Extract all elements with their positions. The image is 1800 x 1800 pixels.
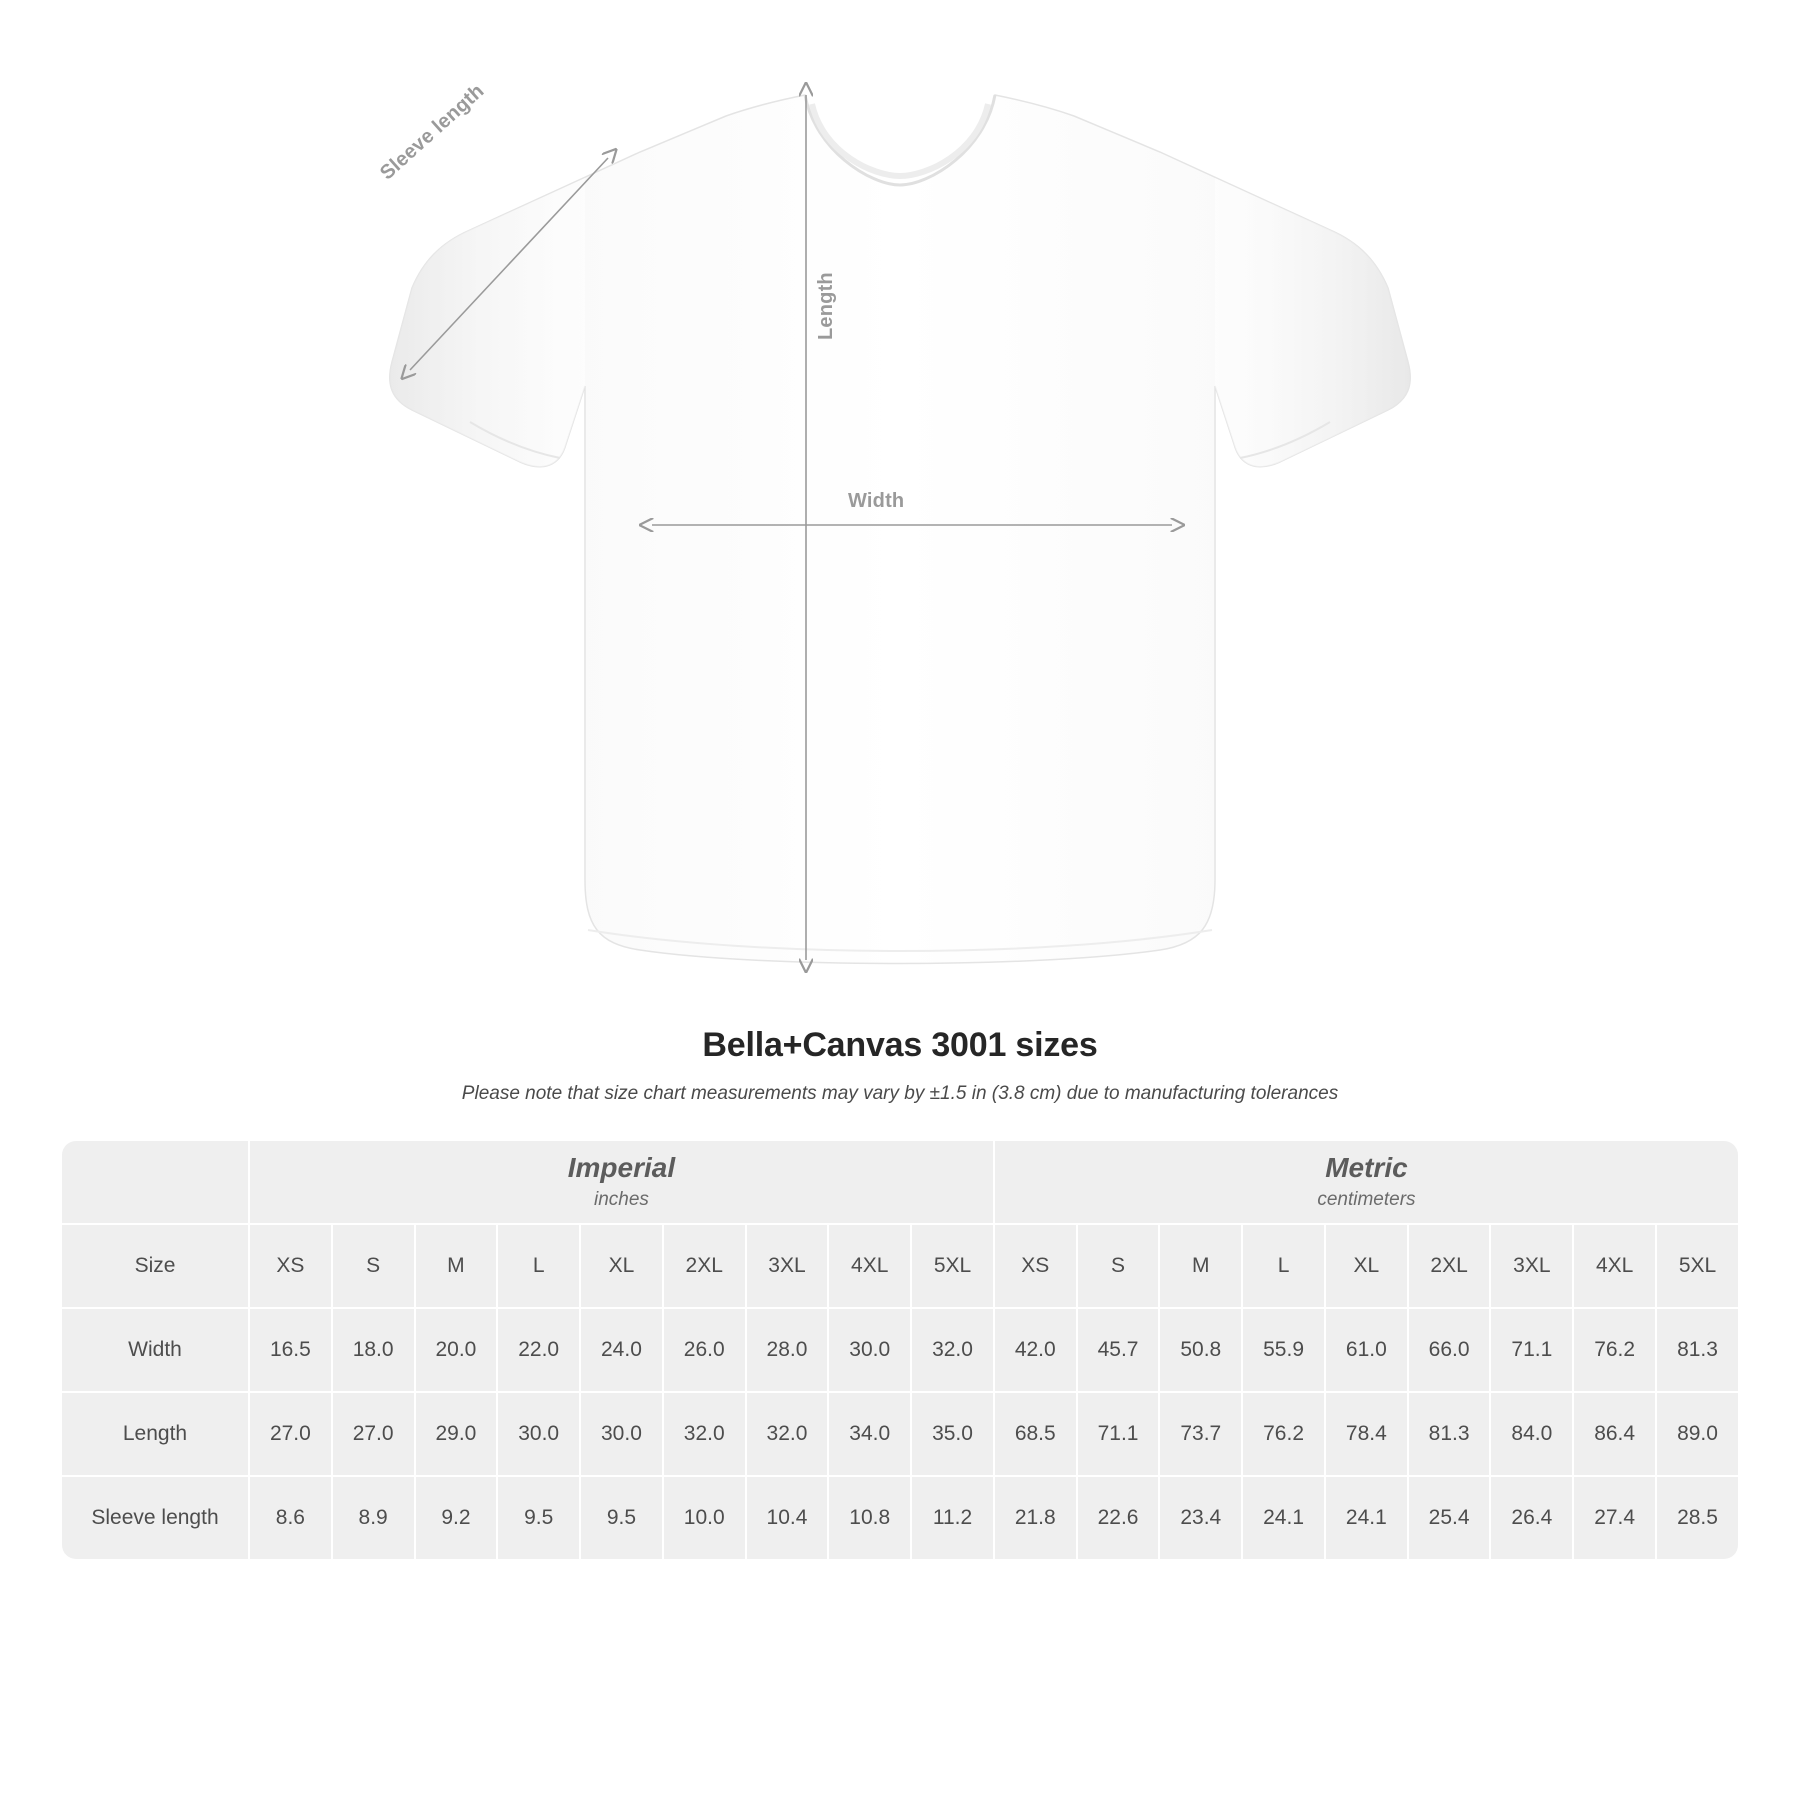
cell-sleeve-length: 27.4 (1574, 1477, 1655, 1559)
size-header-cell: M (1160, 1225, 1241, 1307)
table-row (62, 1477, 1738, 1559)
table-row (62, 1393, 1738, 1475)
size-header-cell: S (333, 1225, 414, 1307)
cell-sleeve-length: 8.6 (250, 1477, 331, 1559)
cell-sleeve-length: 10.0 (664, 1477, 745, 1559)
cell-sleeve-length: 10.8 (829, 1477, 910, 1559)
size-header-cell: 2XL (1409, 1225, 1490, 1307)
cell-length: 81.3 (1409, 1393, 1490, 1475)
metric-unit-name: Metric (1325, 1151, 1408, 1183)
cell-length: 78.4 (1326, 1393, 1407, 1475)
cell-width: 61.0 (1326, 1309, 1407, 1391)
sleeve-length-label: Sleeve length (376, 79, 489, 185)
row-label-length: Length (62, 1393, 248, 1475)
cell-length: 30.0 (498, 1393, 579, 1475)
metric-unit-sub: centimeters (1317, 1189, 1416, 1211)
cell-width: 28.0 (747, 1309, 828, 1391)
cell-length: 73.7 (1160, 1393, 1241, 1475)
size-header-cell: XL (581, 1225, 662, 1307)
cell-width: 50.8 (1160, 1309, 1241, 1391)
cell-width: 66.0 (1409, 1309, 1490, 1391)
size-header-cell: 4XL (1574, 1225, 1655, 1307)
size-table (60, 1139, 1740, 1561)
cell-sleeve-length: 9.5 (498, 1477, 579, 1559)
cell-width: 81.3 (1657, 1309, 1738, 1391)
cell-sleeve-length: 24.1 (1326, 1477, 1407, 1559)
title-block (0, 1026, 1800, 1105)
table-row (62, 1309, 1738, 1391)
size-header-cell: 5XL (1657, 1225, 1738, 1307)
size-header-cell: 5XL (912, 1225, 993, 1307)
cell-width: 30.0 (829, 1309, 910, 1391)
metric-unit-header (995, 1141, 1738, 1223)
size-header-cell: 3XL (747, 1225, 828, 1307)
cell-sleeve-length: 24.1 (1243, 1477, 1324, 1559)
cell-sleeve-length: 8.9 (333, 1477, 414, 1559)
cell-width: 26.0 (664, 1309, 745, 1391)
row-label-sleeve-length: Sleeve length (62, 1477, 248, 1559)
cell-sleeve-length: 10.4 (747, 1477, 828, 1559)
cell-width: 71.1 (1491, 1309, 1572, 1391)
tolerance-note: Please note that size chart measurements may vary by ±1.5 in (3.8 cm) due to manufacturing tolerances (461, 1083, 1339, 1104)
cell-sleeve-length: 28.5 (1657, 1477, 1738, 1559)
imperial-unit-sub: inches (593, 1189, 649, 1211)
cell-length: 27.0 (250, 1393, 331, 1475)
cell-length: 71.1 (1078, 1393, 1159, 1475)
cell-length: 68.5 (995, 1393, 1076, 1475)
cell-width: 55.9 (1243, 1309, 1324, 1391)
imperial-unit-name: Imperial (567, 1151, 676, 1183)
cell-length: 32.0 (747, 1393, 828, 1475)
cell-sleeve-length: 11.2 (912, 1477, 993, 1559)
size-header-cell: XL (1326, 1225, 1407, 1307)
cell-length: 89.0 (1657, 1393, 1738, 1475)
table-corner-cell (62, 1141, 248, 1223)
row-label-width: Width (62, 1309, 248, 1391)
cell-length: 84.0 (1491, 1393, 1572, 1475)
cell-sleeve-length: 9.2 (416, 1477, 497, 1559)
size-header-cell: XS (250, 1225, 331, 1307)
unit-header-row (62, 1141, 1738, 1223)
cell-sleeve-length: 23.4 (1160, 1477, 1241, 1559)
size-header-cell: 2XL (664, 1225, 745, 1307)
size-header-cell: M (416, 1225, 497, 1307)
cell-length: 35.0 (912, 1393, 993, 1475)
cell-length: 86.4 (1574, 1393, 1655, 1475)
cell-sleeve-length: 26.4 (1491, 1477, 1572, 1559)
size-header-cell: 4XL (829, 1225, 910, 1307)
cell-width: 22.0 (498, 1309, 579, 1391)
cell-sleeve-length: 21.8 (995, 1477, 1076, 1559)
size-header-cell: L (1243, 1225, 1324, 1307)
cell-width: 16.5 (250, 1309, 331, 1391)
cell-length: 29.0 (416, 1393, 497, 1475)
size-header-row (62, 1225, 1738, 1307)
cell-length: 34.0 (829, 1393, 910, 1475)
cell-sleeve-length: 22.6 (1078, 1477, 1159, 1559)
cell-width: 18.0 (333, 1309, 414, 1391)
cell-width: 42.0 (995, 1309, 1076, 1391)
size-header-label: Size (62, 1225, 248, 1307)
cell-width: 24.0 (581, 1309, 662, 1391)
cell-width: 45.7 (1078, 1309, 1159, 1391)
size-header-cell: S (1078, 1225, 1159, 1307)
width-label: Width (848, 490, 905, 512)
size-header-cell: 3XL (1491, 1225, 1572, 1307)
cell-sleeve-length: 25.4 (1409, 1477, 1490, 1559)
length-label: Length (815, 272, 837, 340)
cell-length: 27.0 (333, 1393, 414, 1475)
cell-length: 32.0 (664, 1393, 745, 1475)
cell-width: 32.0 (912, 1309, 993, 1391)
size-header-cell: L (498, 1225, 579, 1307)
cell-width: 20.0 (416, 1309, 497, 1391)
imperial-unit-header (250, 1141, 993, 1223)
tshirt-body-shape (390, 95, 1410, 964)
cell-length: 76.2 (1243, 1393, 1324, 1475)
page-title: Bella+Canvas 3001 sizes (702, 1026, 1098, 1064)
cell-sleeve-length: 9.5 (581, 1477, 662, 1559)
cell-length: 30.0 (581, 1393, 662, 1475)
cell-width: 76.2 (1574, 1309, 1655, 1391)
size-header-cell: XS (995, 1225, 1076, 1307)
size-table-wrapper (60, 1139, 1740, 1561)
